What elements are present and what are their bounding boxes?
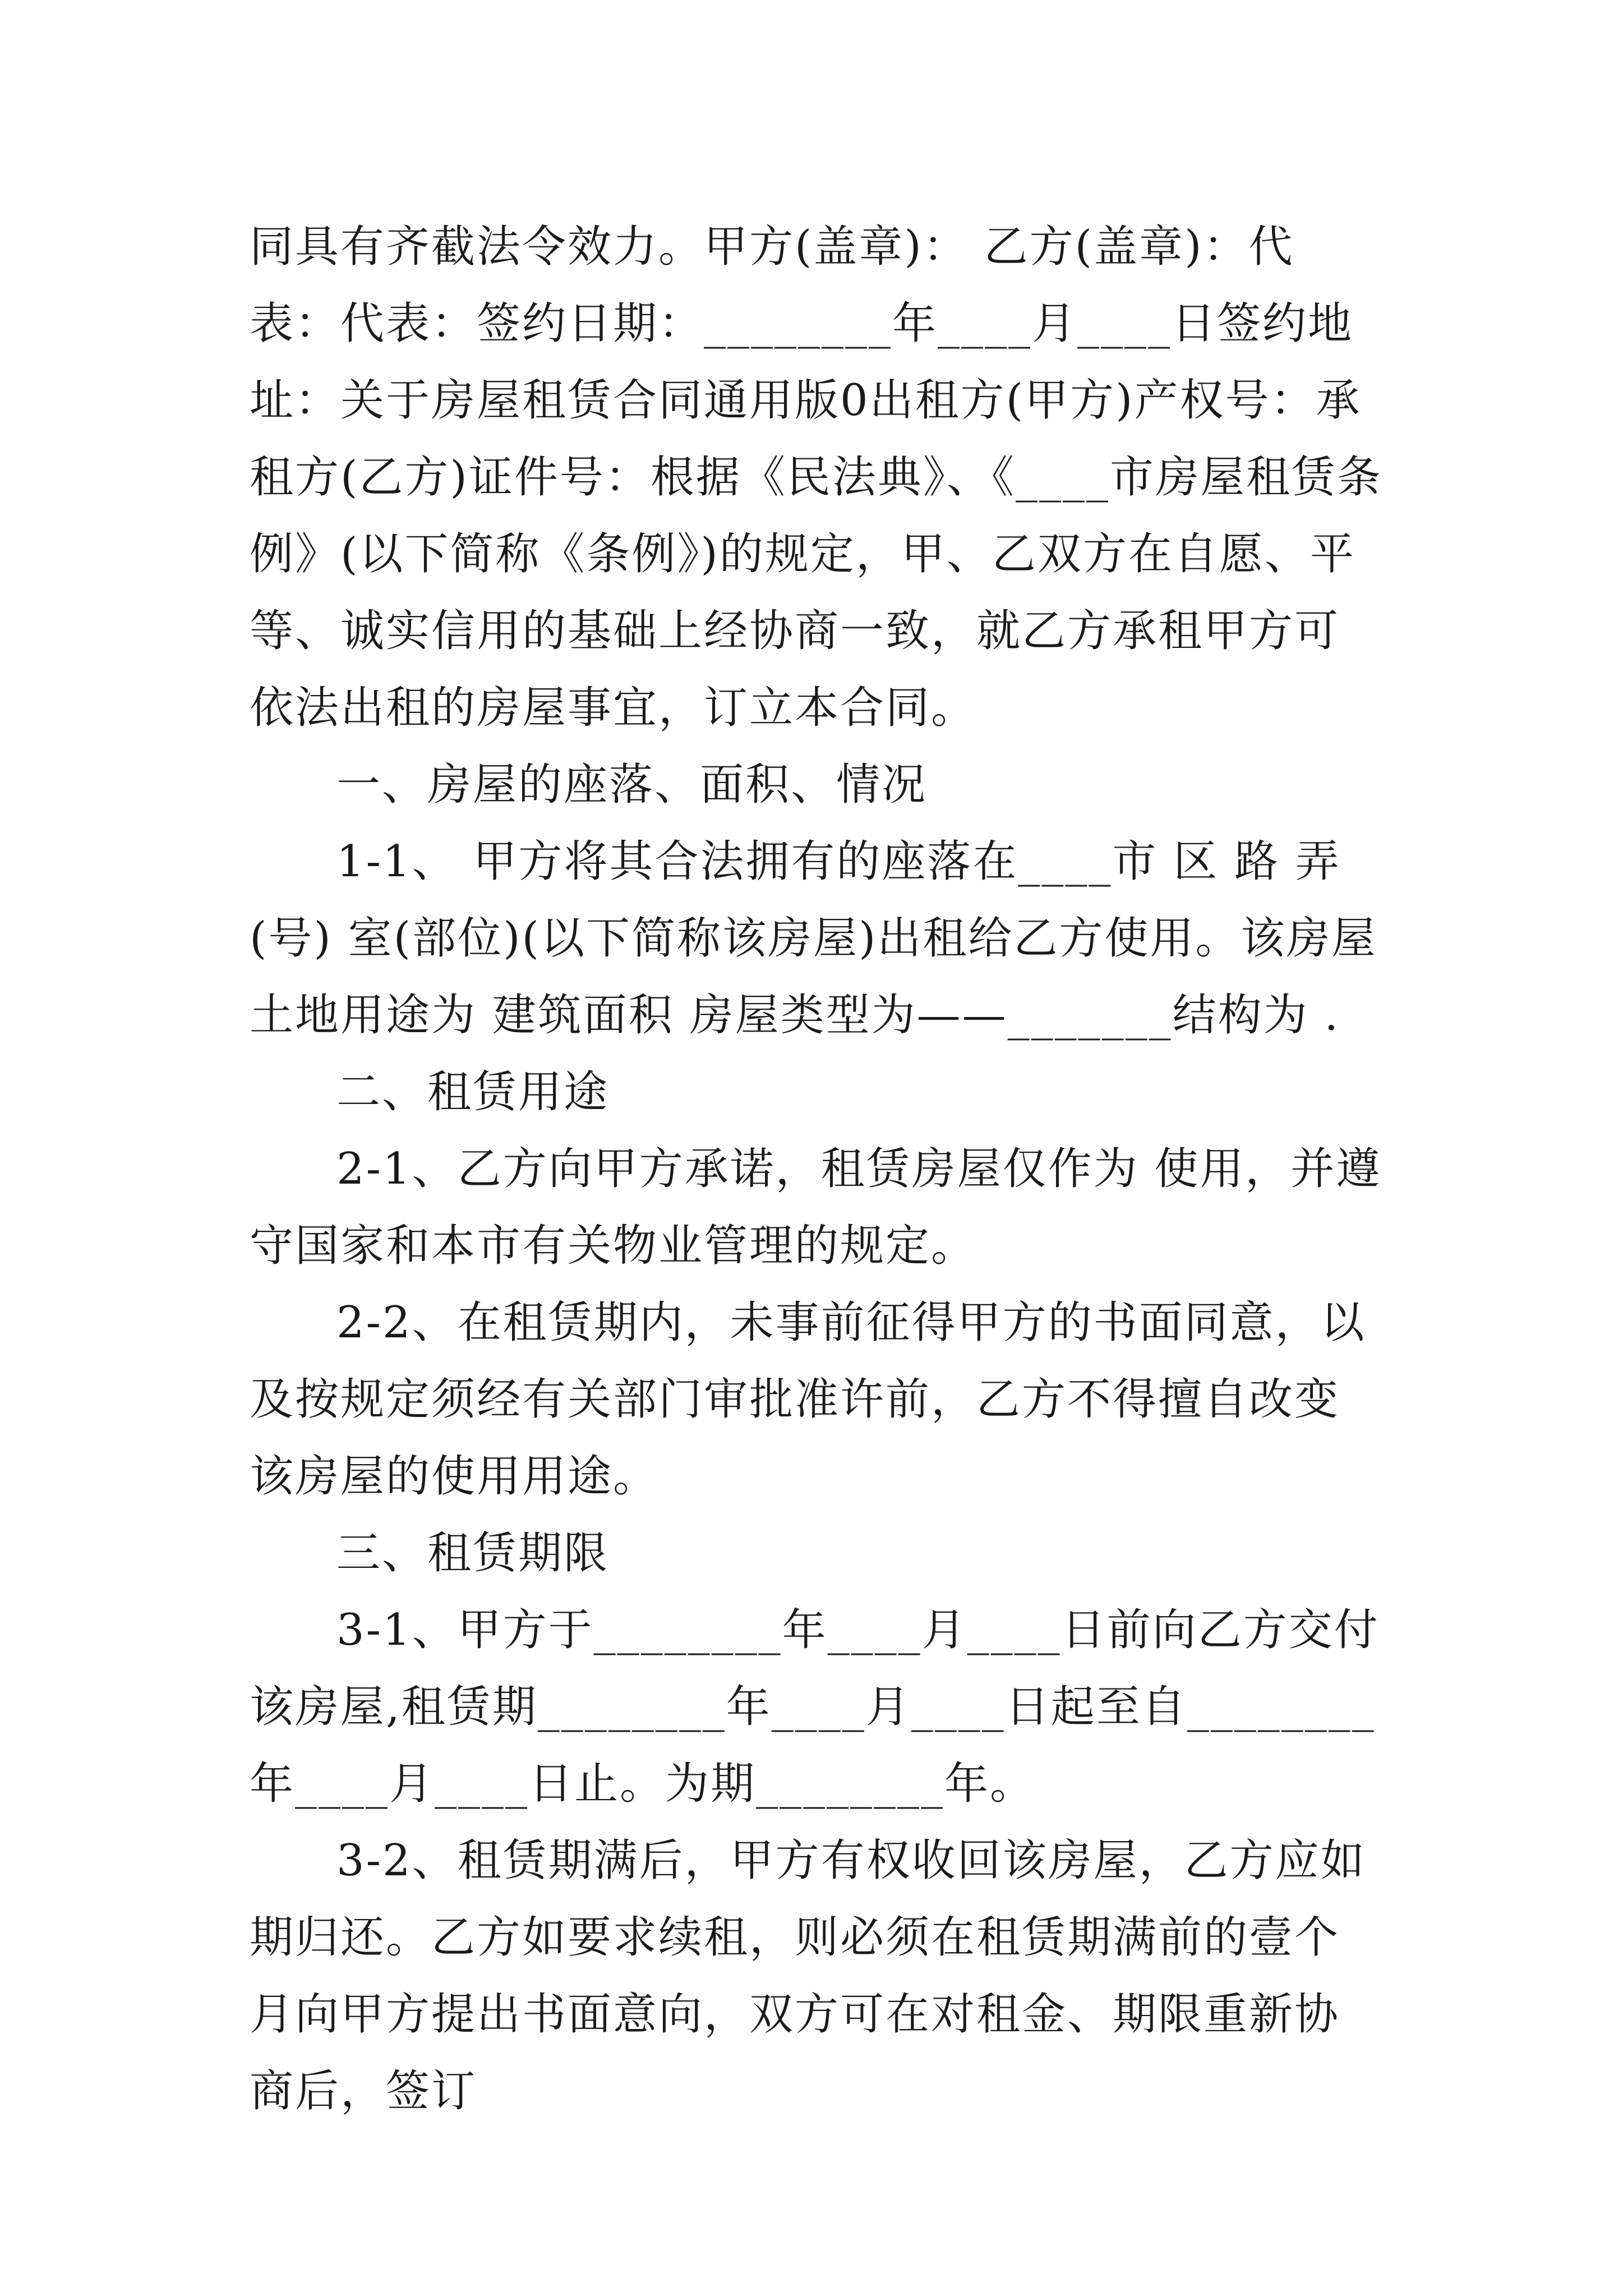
clause-3-2: 3-2、租赁期满后，甲方有权收回该房屋，乙方应如期归还。乙方如要求续租，则必须在租赁期满前的壹个月向甲方提出书面意向，双方可在对租金、期限重新协商后，签订 <box>250 1835 1366 2116</box>
section-heading-1: 一、房屋的座落、面积、情况 <box>336 760 928 810</box>
document-body <box>250 209 1382 2130</box>
clause-1-1: 1-1、 甲方将其合法拥有的座落在____市 区 路 弄(号) 室(部位)(以下简称该房屋)出租给乙方使用。该房屋土地用途为 建筑面积 房屋类型为——_______结构为 . <box>250 836 1377 1041</box>
section-heading-3: 三、租赁期限 <box>336 1528 610 1579</box>
section-heading-2: 二、租赁用途 <box>336 1067 610 1117</box>
clause-2-2: 2-2、在租赁期内，未事前征得甲方的书面同意，以及按规定须经有关部门审批准许前，乙方不得擅自改变该房屋的使用用途。 <box>250 1297 1366 1502</box>
paragraph-signatures-and-preamble: 同具有齐截法令效力。甲方(盖章)： 乙方(盖章)：代表：代表：签约日期：________年____月____日签约地址：关于房屋租赁合同通用版0出租方(甲方)产权号：承租方(乙方)证件号：根据《民法典》、《____市房屋租赁条例》(以下简称《条例》)的规定，甲、乙双方在自愿、平等、诚实信用的基础上经协商一致，就乙方承租甲方可依法出租的房屋事宜，订立本合同。 <box>250 222 1382 733</box>
clause-2-1: 2-1、乙方向甲方承诺，租赁房屋仅作为 使用，并遵守国家和本市有关物业管理的规定。 <box>250 1144 1382 1271</box>
clause-3-1: 3-1、甲方于________年____月____日前向乙方交付该房屋,租赁期________年____月____日起至自________年____月____日止。为期________年。 <box>250 1605 1380 1809</box>
